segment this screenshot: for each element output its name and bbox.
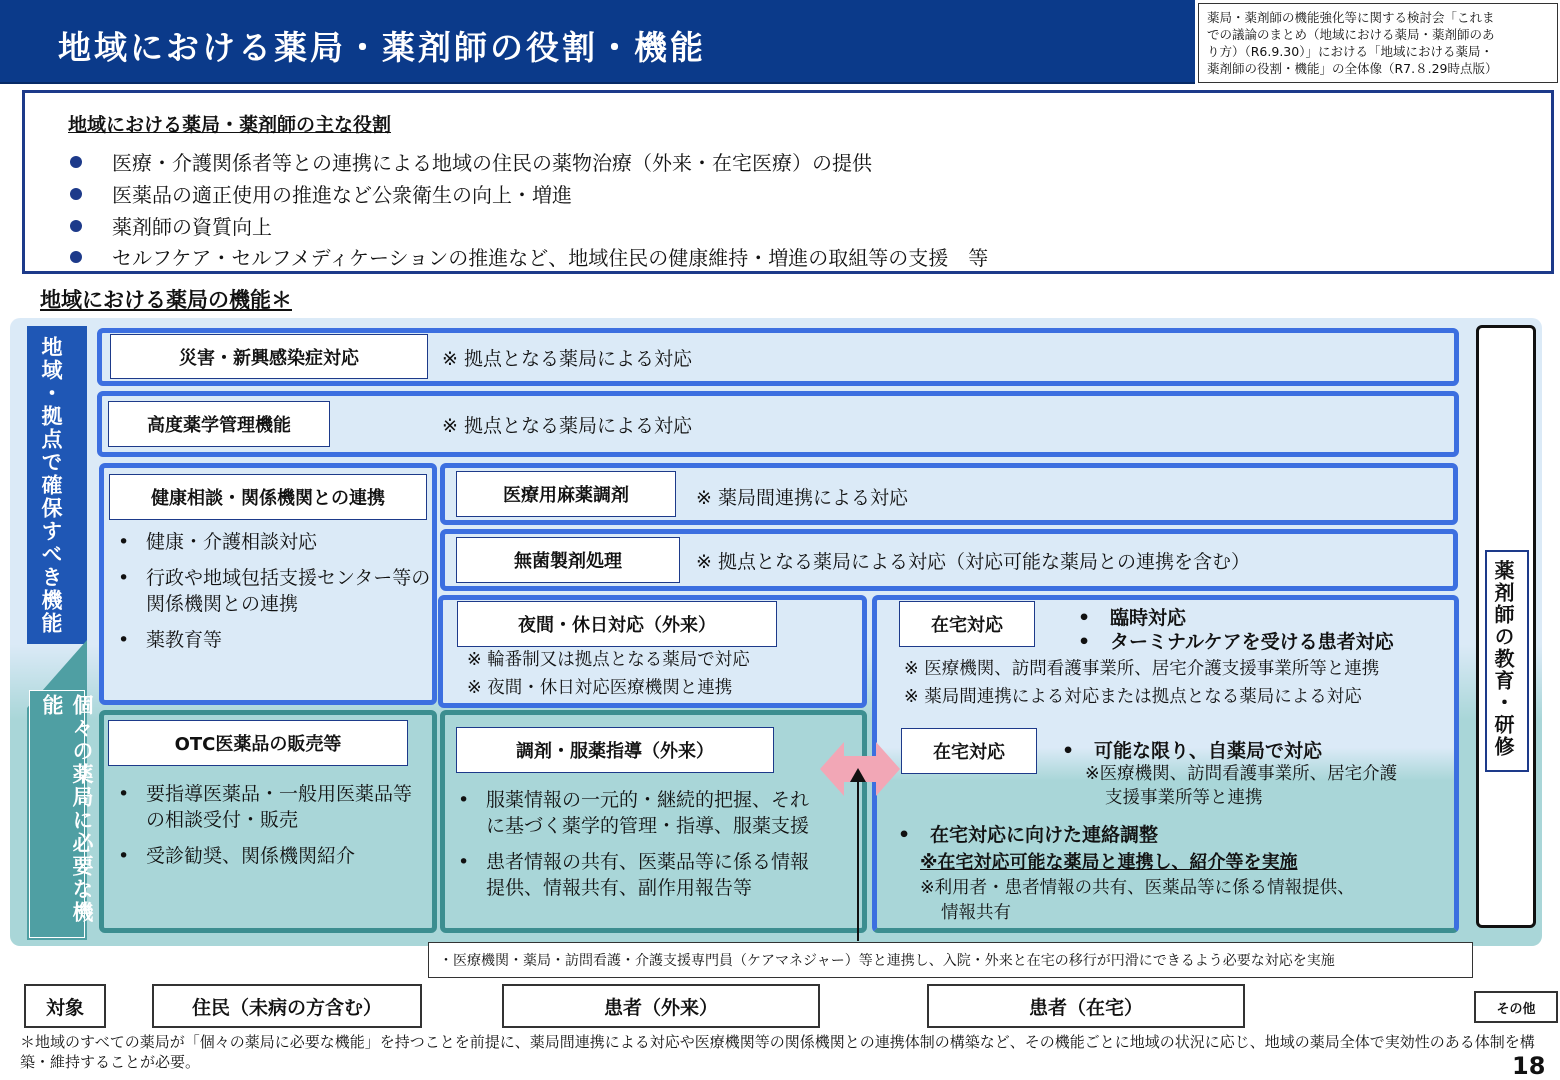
list-item: • 薬教育等 (118, 629, 223, 651)
functions-title: 地域における薬局の機能＊ (40, 288, 292, 312)
role-item (70, 179, 572, 208)
night-label: 夜間・休日対応（外来） (457, 601, 777, 647)
footnote: ＊地域のすべての薬局が「個々の薬局に必要な機能」を持つことを前提に、薬局間連携による対応や医療機関等の関係機関との連携体制の構築など、その機能ごとに地域の状況に応じ、地域の薬局全体で実効性のある体制を構築・維持することが必要。 (20, 1033, 1535, 1071)
target-resident: 住民（未病の方含む） (152, 984, 422, 1028)
home-a-bullet: • 臨時対応 (1078, 607, 1187, 629)
page-number: 18 (1512, 1052, 1546, 1080)
narcotic-label: 医療用麻薬調剤 (456, 471, 676, 517)
page-title: 地域における薬局・薬剤師の役割・機能 (58, 28, 706, 67)
source-line: 薬局・薬剤師の機能強化等に関する検討会「これま (1207, 10, 1495, 25)
list-item: • 要指導医薬品・一般用医薬品等の相談受付・販売 (118, 783, 413, 831)
home-b-note: ※利用者・患者情報の共有、医薬品等に係る情報提供、 (920, 878, 1355, 898)
home-label-a: 在宅対応 (899, 601, 1035, 647)
home-a-note: ※ 医療機関、訪問看護事業所、居宅介護支援事業所等と連携 (904, 659, 1380, 679)
target-label: 対象 (24, 984, 106, 1028)
side-label-regional-text: 地域・拠点で確保すべき機能 (39, 336, 63, 635)
disaster-label: 災害・新興感染症対応 (110, 334, 428, 379)
dispensing-list (458, 787, 814, 911)
home-b-note: ※医療機関、訪問看護事業所、居宅介護 (1085, 764, 1398, 784)
source-line: での議論のまとめ（地域における薬局・薬剤師のあ (1207, 27, 1495, 42)
night-note: ※ 夜間・休日対応医療機関と連携 (467, 678, 733, 698)
home-a-note: ※ 薬局間連携による対応または拠点となる薬局による対応 (904, 687, 1362, 707)
source-note (1198, 3, 1558, 83)
role-item (70, 242, 988, 271)
home-b-note: 支援事業所等と連携 (1105, 788, 1263, 808)
role-text: 医療・介護関係者等との連携による地域の住民の薬物治療（外来・在宅医療）の提供 (112, 151, 872, 175)
list-item: • 受診勧奨、関係機関紹介 (118, 845, 356, 867)
dispensing-label: 調剤・服薬指導（外来） (456, 727, 774, 773)
bullet-icon (70, 156, 82, 168)
home-b-note: 情報共有 (941, 903, 1011, 923)
list-item: • 行政や地域包括支援センター等の関係機関との連携 (118, 567, 431, 615)
home-label-b: 在宅対応 (901, 728, 1037, 774)
role-item (70, 147, 872, 176)
disaster-note: ※ 拠点となる薬局による対応 (442, 348, 692, 370)
role-text: 薬剤師の資質向上 (112, 215, 272, 239)
target-other: その他 (1474, 991, 1558, 1023)
connector-line (857, 773, 859, 941)
sterile-label: 無菌製剤処理 (456, 537, 680, 583)
home-a-bullet: • ターミナルケアを受ける患者対応 (1078, 631, 1394, 653)
home-b-bullet: • 在宅対応に向けた連絡調整 (898, 824, 1159, 846)
advanced-note: ※ 拠点となる薬局による対応 (442, 415, 692, 437)
source-line: 薬剤師の役割・機能」の全体像（R7.８.29時点版） (1207, 61, 1498, 76)
list-item: • 患者情報の共有、医薬品等に係る情報提供、情報共有、副作用報告等 (458, 851, 810, 899)
health-label: 健康相談・関係機関との連携 (109, 474, 427, 520)
role-item (70, 211, 272, 240)
transition-note: ・医療機関・薬局・訪問看護・介護支援専門員（ケアマネジャー）等と連携し、入院・外来と在宅の移行が円滑にできるよう必要な対応を実施 (428, 942, 1473, 978)
arrow-up-icon (850, 768, 866, 782)
home-b-bullet: • 可能な限り、自薬局で対応 (1062, 740, 1323, 762)
sterile-note: ※ 拠点となる薬局による対応（対応可能な薬局との連携を含む） (696, 551, 1250, 573)
role-text: 医薬品の適正使用の推進など公衆衛生の向上・増進 (112, 183, 572, 207)
education-label: 薬剤師の教育・研修 (1491, 560, 1515, 758)
list-item: • 服薬情報の一元的・継続的把握、それに基づく薬学的管理・指導、服薬支援 (458, 789, 810, 837)
otc-list (118, 781, 418, 879)
target-home: 患者（在宅） (927, 984, 1245, 1028)
narcotic-note: ※ 薬局間連携による対応 (696, 487, 908, 509)
home-b-note-emphasis: ※在宅対応可能な薬局と連携し、紹介等を実施 (920, 852, 1298, 873)
advanced-label: 高度薬学管理機能 (108, 401, 330, 447)
health-list (118, 529, 436, 663)
side-label-individual-text: 個々の薬局に必要な機能 (40, 694, 94, 924)
bullet-icon (70, 188, 82, 200)
otc-label: OTC医薬品の販売等 (108, 720, 408, 766)
role-text: セルフケア・セルフメディケーションの推進など、地域住民の健康維持・増進の取組等の支援 等 (112, 246, 989, 270)
bullet-icon (70, 251, 82, 263)
source-line: り方）（R6.9.30）」における「地域における薬局・ (1207, 44, 1493, 59)
list-item: • 健康・介護相談対応 (118, 531, 318, 553)
roles-title: 地域における薬局・薬剤師の主な役割 (68, 114, 392, 136)
target-outpatient: 患者（外来） (502, 984, 820, 1028)
bullet-icon (70, 220, 82, 232)
night-note: ※ 輪番制又は拠点となる薬局で対応 (467, 650, 750, 670)
